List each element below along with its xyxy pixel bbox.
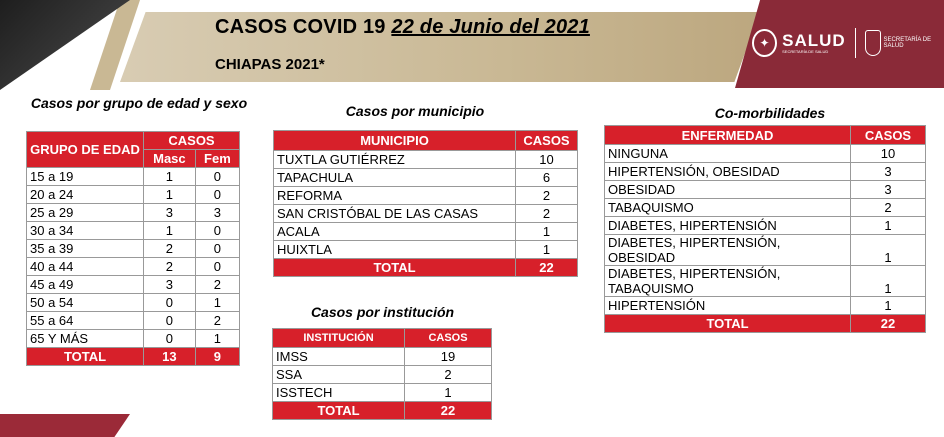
enfermedad-cases-cell: 2 [851, 199, 926, 217]
edad-table [26, 131, 240, 366]
masc-cell: 1 [144, 186, 196, 204]
enfermedad-cell [605, 266, 851, 297]
fem-cell: 3 [195, 204, 239, 222]
table-row [605, 217, 926, 235]
col-casos: CASOS [851, 126, 926, 145]
institucion-name-cell: SSA [273, 366, 405, 384]
enfermedad-cases-cell: 10 [851, 145, 926, 163]
age-group-cell: 55 a 64 [27, 312, 144, 330]
masc-cell: 0 [144, 312, 196, 330]
masc-cell: 3 [144, 276, 196, 294]
table-row [274, 187, 578, 205]
logo-subtext: SECRETARÍA DE SALUD [782, 48, 829, 54]
total-row [605, 315, 926, 333]
municipio-name-cell: SAN CRISTÓBAL DE LAS CASAS [274, 205, 516, 223]
fem-cell: 2 [195, 312, 239, 330]
fem-cell: 0 [195, 168, 239, 186]
col-fem: Fem [195, 150, 239, 168]
table-row [605, 266, 926, 297]
fem-cell: 0 [195, 240, 239, 258]
municipio-name-cell: TUXTLA GUTIÉRREZ [274, 151, 516, 169]
masc-cell: 3 [144, 204, 196, 222]
table-row [605, 181, 926, 199]
table-row [27, 240, 240, 258]
col-casos: CASOS [144, 132, 240, 150]
fem-cell: 0 [195, 186, 239, 204]
age-group-cell: 25 a 29 [27, 204, 144, 222]
enfermedad-line-1: HIPERTENSIÓN, OBESIDAD [608, 164, 780, 179]
total-row [27, 348, 240, 366]
municipio-section-title: Casos por municipio [345, 103, 485, 119]
total-row [274, 259, 578, 277]
total-row [273, 402, 492, 420]
municipio-cases-cell: 2 [516, 205, 578, 223]
institucion-name-cell: ISSTECH [273, 384, 405, 402]
table-row [27, 258, 240, 276]
enfermedad-cell [605, 217, 851, 235]
masc-cell: 1 [144, 222, 196, 240]
enfermedad-line-1: TABAQUISMO [608, 200, 694, 215]
enfermedad-cell [605, 163, 851, 181]
enfermedad-cell [605, 181, 851, 199]
masc-cell: 2 [144, 240, 196, 258]
age-group-cell: 40 a 44 [27, 258, 144, 276]
age-group-cell: 15 a 19 [27, 168, 144, 186]
municipio-cases-cell: 10 [516, 151, 578, 169]
institucion-cases-cell: 1 [405, 384, 492, 402]
footer-decoration-maroon [0, 414, 130, 437]
masc-cell: 2 [144, 258, 196, 276]
total-value: 22 [405, 402, 492, 420]
age-group-cell: 20 a 24 [27, 186, 144, 204]
col-municipio: MUNICIPIO [274, 131, 516, 151]
enfermedad-line-1: OBESIDAD [608, 182, 676, 197]
institucion-cases-cell: 2 [405, 366, 492, 384]
table-row [27, 294, 240, 312]
enfermedad-line-1: DIABETES, HIPERTENSIÓN, [608, 266, 781, 281]
fem-cell: 2 [195, 276, 239, 294]
table-row [27, 222, 240, 240]
enfermedad-cases-cell: 3 [851, 163, 926, 181]
total-label: TOTAL [274, 259, 516, 277]
edad-section-title: Casos por grupo de edad y sexo [30, 95, 248, 111]
total-label: TOTAL [27, 348, 144, 366]
table-row [605, 199, 926, 217]
enfermedad-cases-cell: 3 [851, 181, 926, 199]
age-group-cell: 45 a 49 [27, 276, 144, 294]
table-row [273, 384, 492, 402]
table-row [273, 366, 492, 384]
institucion-section-title: Casos por institución [310, 304, 455, 320]
enfermedad-cases-cell: 1 [851, 266, 926, 297]
col-enfermedad: ENFERMEDAD [605, 126, 851, 145]
municipio-cases-cell: 6 [516, 169, 578, 187]
col-masc: Masc [144, 150, 196, 168]
enfermedad-cell [605, 145, 851, 163]
enfermedad-line-1: DIABETES, HIPERTENSIÓN, [608, 235, 781, 250]
table-row [27, 330, 240, 348]
enfermedad-cases-cell: 1 [851, 297, 926, 315]
morbilidades-section-title: Co-morbilidades [714, 105, 826, 121]
enfermedad-line-1: NINGUNA [608, 146, 668, 161]
morbilidades-table [604, 125, 926, 333]
age-group-cell: 50 a 54 [27, 294, 144, 312]
masc-cell: 0 [144, 294, 196, 312]
table-row [274, 223, 578, 241]
table-row [27, 312, 240, 330]
page-title [215, 16, 590, 39]
table-row [274, 151, 578, 169]
municipio-cases-cell: 1 [516, 223, 578, 241]
age-group-cell: 35 a 39 [27, 240, 144, 258]
municipio-name-cell: ACALA [274, 223, 516, 241]
enfermedad-line-1: DIABETES, HIPERTENSIÓN [608, 218, 777, 233]
logo-text: SALUD [782, 30, 846, 50]
page-subtitle: CHIAPAS 2021* [215, 56, 325, 73]
municipio-cases-cell: 1 [516, 241, 578, 259]
table-row [605, 163, 926, 181]
institucion-name-cell: IMSS [273, 348, 405, 366]
enfermedad-cell [605, 297, 851, 315]
enfermedad-cases-cell: 1 [851, 235, 926, 266]
total-masc: 13 [144, 348, 196, 366]
municipio-cases-cell: 2 [516, 187, 578, 205]
table-row [27, 186, 240, 204]
table-row [27, 276, 240, 294]
masc-cell: 1 [144, 168, 196, 186]
salud-logo [752, 28, 944, 58]
municipio-name-cell: REFORMA [274, 187, 516, 205]
enfermedad-line-2: OBESIDAD [608, 250, 676, 265]
municipio-name-cell: TAPACHULA [274, 169, 516, 187]
total-fem: 9 [195, 348, 239, 366]
title-date: 22 de Junio del 2021 [391, 16, 590, 38]
institucion-cases-cell: 19 [405, 348, 492, 366]
municipio-name-cell: HUIXTLA [274, 241, 516, 259]
col-institucion: INSTITUCIÓN [273, 329, 405, 348]
table-row [605, 145, 926, 163]
age-group-cell: 65 Y MÁS [27, 330, 144, 348]
col-grupo-edad: GRUPO DE EDAD [27, 132, 144, 168]
institucion-table [272, 328, 492, 420]
total-label: TOTAL [605, 315, 851, 333]
table-row [273, 348, 492, 366]
fem-cell: 1 [195, 294, 239, 312]
enfermedad-line-2: TABAQUISMO [608, 281, 694, 296]
title-main: CASOS COVID 19 [215, 16, 386, 38]
age-group-cell: 30 a 34 [27, 222, 144, 240]
total-label: TOTAL [273, 402, 405, 420]
table-row [605, 297, 926, 315]
logo2-text: SECRETARÍA DE SALUD [883, 37, 932, 49]
enfermedad-cell [605, 235, 851, 266]
table-row [605, 235, 926, 266]
total-value: 22 [516, 259, 578, 277]
chiapas-logo [865, 30, 944, 56]
col-casos: CASOS [516, 131, 578, 151]
col-casos: CASOS [405, 329, 492, 348]
table-row [274, 205, 578, 223]
table-row [274, 169, 578, 187]
table-row [27, 204, 240, 222]
chiapas-emblem-icon [865, 30, 881, 56]
municipio-table [273, 130, 578, 277]
table-row [274, 241, 578, 259]
enfermedad-cell [605, 199, 851, 217]
fem-cell: 0 [195, 258, 239, 276]
enfermedad-line-1: HIPERTENSIÓN [608, 298, 706, 313]
total-value: 22 [851, 315, 926, 333]
fem-cell: 1 [195, 330, 239, 348]
masc-cell: 0 [144, 330, 196, 348]
eagle-seal-icon: ✦ [752, 29, 777, 57]
logo-divider [855, 28, 856, 58]
table-row [27, 168, 240, 186]
enfermedad-cases-cell: 1 [851, 217, 926, 235]
fem-cell: 0 [195, 222, 239, 240]
